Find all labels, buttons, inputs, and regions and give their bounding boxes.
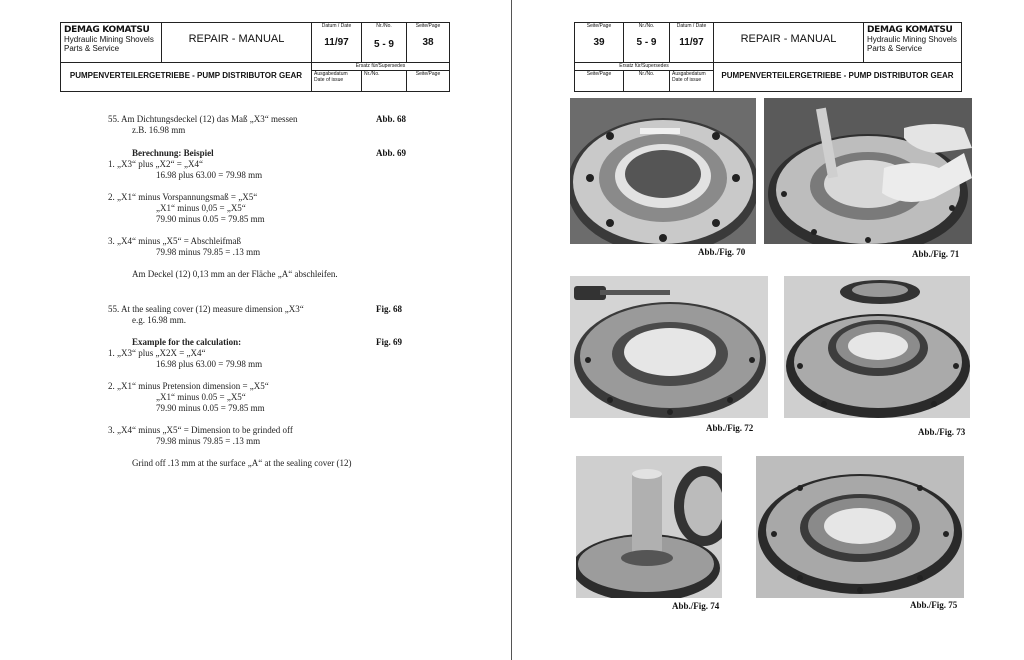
photo-fig-71 xyxy=(764,98,972,244)
page-number: 38 xyxy=(422,37,434,48)
date-label: Datum / Date xyxy=(676,23,707,29)
nr-value: 5 - 9 xyxy=(636,37,657,48)
photo-fig-72 xyxy=(570,276,768,418)
text-line: „X1“ minus 0,05 = „X5“ xyxy=(156,203,246,213)
brand-tagline: Hydraulic Mining Shovels xyxy=(867,35,957,44)
right-manual-title-cell xyxy=(713,23,863,63)
text-line: 79.98 minus 79.85 = .13 mm xyxy=(156,436,261,446)
calc-heading: Berechnung: Beispiel xyxy=(132,148,214,158)
left-page-cell xyxy=(406,23,449,63)
right-brand-block xyxy=(863,23,961,63)
figure-caption: Abb./Fig. 71 xyxy=(912,249,960,259)
text-line: 79.90 minus 0.05 = 79.85 mm xyxy=(156,403,265,413)
photo-fig-73 xyxy=(784,276,970,418)
supersedes-label: Ersatz für/Supersedes xyxy=(575,63,713,71)
brand-logo: DEMAG KOMATSU xyxy=(64,25,150,35)
flange-ring-image xyxy=(570,98,756,244)
right-date-cell xyxy=(669,23,713,63)
issue-label-en: Date of issue xyxy=(672,77,702,83)
nr-label-2: Nr./No. xyxy=(361,71,406,91)
left-date-cell xyxy=(311,23,361,63)
text-line: z.B. 16.98 mm xyxy=(132,125,186,135)
figure-caption: Abb./Fig. 75 xyxy=(910,600,958,610)
text-line: 55. At the sealing cover (12) measure dimension „X3“ xyxy=(108,304,304,314)
nr-value: 5 - 9 xyxy=(373,39,394,50)
text-line: 3. „X4“ minus „X5“ = Dimension to be grinded off xyxy=(108,425,293,435)
left-brand-block xyxy=(61,23,161,63)
nr-label: Nr./No. xyxy=(376,23,392,29)
text-line: 3. „X4“ minus „X5“ = Abschleifmaß xyxy=(108,236,242,246)
right-subtitle-cell xyxy=(713,63,961,91)
text-line: 79.90 minus 0.05 = 79.85 mm xyxy=(156,214,265,224)
page-label-2: Seite/Page xyxy=(406,71,449,91)
issue-label-en: Date of issue xyxy=(314,77,344,83)
german-calculation xyxy=(108,148,372,280)
right-nr-cell xyxy=(623,23,669,63)
brand-logo: DEMAG KOMATSU xyxy=(867,25,953,35)
manual-title: REPAIR - MANUAL xyxy=(740,33,837,45)
figure-reference: Abb. 68 xyxy=(376,114,407,124)
left-title-block xyxy=(60,22,450,92)
german-step-55 xyxy=(108,114,368,136)
text-line: 16.98 plus 63.00 = 79.98 mm xyxy=(156,359,263,369)
issue-label-de: Ausgabedatum xyxy=(314,71,348,77)
shaft-in-flange-image xyxy=(576,456,722,598)
figure-caption: Abb./Fig. 73 xyxy=(918,427,966,437)
right-page-cell xyxy=(575,23,623,63)
nr-label: Nr./No. xyxy=(638,23,655,29)
nr-label-2: Nr./No. xyxy=(623,71,669,91)
text-line: 1. „X3“ plus „X2“ = „X4“ xyxy=(108,159,204,169)
figure-reference: Fig. 68 xyxy=(376,304,402,314)
text-line: Grind off .13 mm at the surface „A“ at the sealing cover (12) xyxy=(132,458,352,468)
flange-with-hands-image xyxy=(764,98,972,244)
page-number: 39 xyxy=(593,37,605,48)
figure-reference: Abb. 69 xyxy=(376,148,407,158)
manual-title: REPAIR - MANUAL xyxy=(188,33,285,45)
left-subtitle-cell xyxy=(61,63,311,91)
photo-fig-70 xyxy=(570,98,756,244)
supersedes-label: Ersatz für/Supersedes xyxy=(311,63,449,71)
calc-heading: Example for the calculation: xyxy=(132,337,242,347)
date-value: 11/97 xyxy=(679,37,704,48)
figure-caption: Abb./Fig. 70 xyxy=(698,247,746,257)
brand-subtitle: Parts & Service xyxy=(867,44,923,53)
page-label: Seite/Page xyxy=(586,23,612,29)
text-line: 1. „X3“ plus „X2X = „X4“ xyxy=(108,348,206,358)
right-title-block xyxy=(574,22,962,92)
left-manual-title-cell xyxy=(161,23,311,63)
flange-with-hammer-image xyxy=(570,276,768,418)
issue-label-de: Ausgabedatum xyxy=(672,71,706,77)
left-nr-cell xyxy=(361,23,406,63)
text-line: 2. „X1“ minus Pretension dimension = „X5“ xyxy=(108,381,269,391)
document-subtitle: PUMPENVERTEILERGETRIEBE - PUMP DISTRIBUTOR GEAR xyxy=(721,71,954,80)
figure-caption: Abb./Fig. 72 xyxy=(706,423,754,433)
text-line: 79.98 minus 79.85 = .13 mm xyxy=(156,247,261,257)
brand-tagline: Hydraulic Mining Shovels xyxy=(64,35,154,44)
text-line: 2. „X1“ minus Vorspannungsmaß = „X5“ xyxy=(108,192,258,202)
page-label: Seite/Page xyxy=(415,23,441,29)
brand-subtitle: Parts & Service xyxy=(64,44,120,53)
page-divider xyxy=(511,0,512,660)
text-line: 16.98 plus 63.00 = 79.98 mm xyxy=(156,170,263,180)
photo-fig-75 xyxy=(756,456,964,598)
document-subtitle: PUMPENVERTEILERGETRIEBE - PUMP DISTRIBUTOR GEAR xyxy=(69,71,303,80)
left-issue-cell xyxy=(311,71,361,91)
right-issue-cell xyxy=(669,71,713,91)
text-line: 55. Am Dichtungsdeckel (12) das Maß „X3“ messen xyxy=(108,114,298,124)
date-label: Datum / Date xyxy=(321,23,352,29)
english-calculation xyxy=(108,337,372,469)
figure-reference: Fig. 69 xyxy=(376,337,402,347)
text-line: „X1“ minus 0.05 = „X5“ xyxy=(156,392,246,402)
page-label-2: Seite/Page xyxy=(586,71,612,77)
text-line: Am Deckel (12) 0,13 mm an der Fläche „A“ abschleifen. xyxy=(132,269,338,279)
english-step-55 xyxy=(108,304,368,326)
figure-caption: Abb./Fig. 74 xyxy=(672,601,720,611)
photo-fig-74 xyxy=(576,456,722,598)
assembled-bearing-flange-image xyxy=(756,456,964,598)
text-line: e.g. 16.98 mm. xyxy=(132,315,186,325)
date-value: 11/97 xyxy=(324,37,349,48)
bearing-flange-image xyxy=(784,276,970,418)
